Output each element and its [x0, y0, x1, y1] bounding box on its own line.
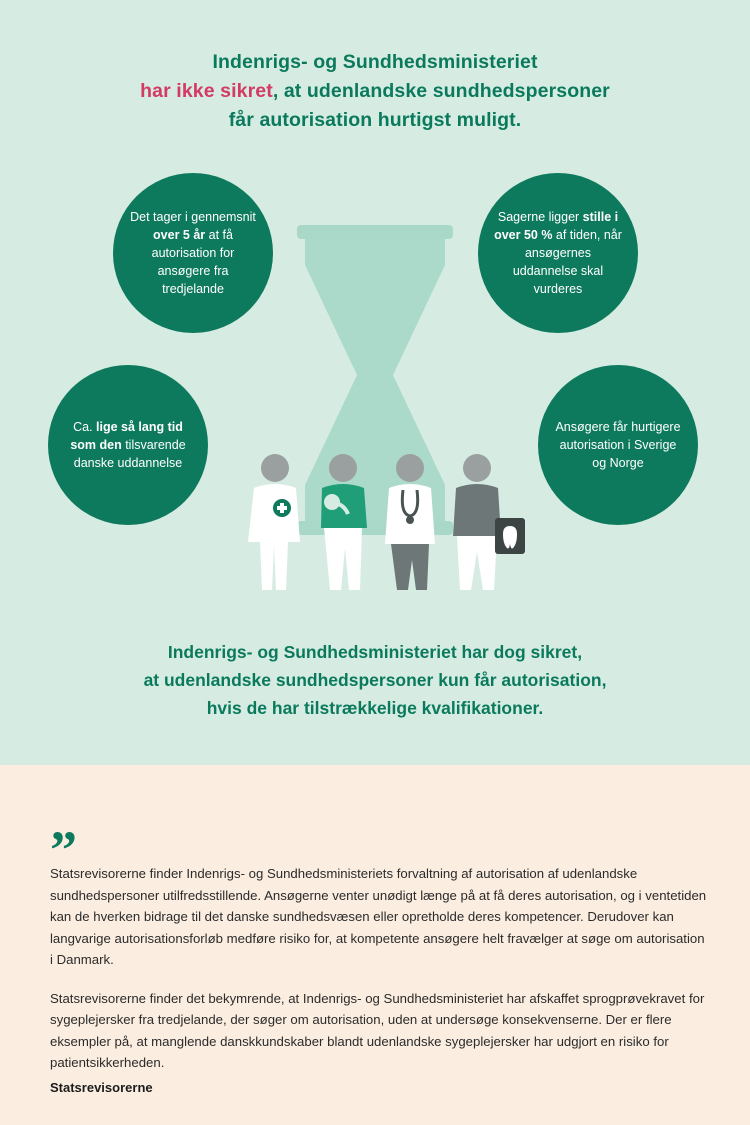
bubble-bottom-left-text: Ca. lige så lang tid som den tilsvarende danske uddannelse — [70, 420, 186, 470]
headline-line-1: Indenrigs- og Sundhedsministeriet — [212, 51, 538, 73]
bubble-bottom-left — [48, 365, 208, 525]
subheadline-line-1: Indenrigs- og Sundhedsministeriet har dog sikret, — [167, 642, 583, 662]
bubble-bottom-right-text: Ansøgere får hurtigere autorisation i Sverige og Norge — [555, 420, 681, 470]
quote-body — [50, 863, 710, 1091]
quote-mark-icon: ” — [50, 820, 77, 880]
page-title — [0, 48, 750, 135]
figure-doctor — [385, 454, 435, 590]
figure-dentist — [453, 454, 525, 590]
headline-line-2: har ikke sikret, at udenlandske sundhedspersoner — [140, 80, 610, 102]
headline-line-3: får autorisation hurtigst muligt. — [228, 109, 522, 131]
subheadline-line-2: at udenlandske sundhedspersoner kun får autorisation, — [143, 670, 607, 690]
bubble-top-right-text: Sagerne ligger stille i over 50 % af tiden, når ansøgernes uddannelse skal vurderes — [494, 210, 622, 296]
subheadline-line-3: hvis de har tilstrækkelige kvalifikationer. — [206, 698, 544, 718]
healthcare-figures-illustration — [240, 450, 540, 620]
quote-signature: Statsrevisorerne — [50, 1080, 153, 1095]
bubble-top-left-text: Det tager i gennemsnit over 5 år at få autorisation for ansøgere fra tredjelande — [130, 210, 256, 296]
bubble-bottom-right — [538, 365, 698, 525]
figure-paramedic — [321, 454, 367, 590]
quote-panel — [0, 765, 750, 1125]
quote-paragraph-1: Statsrevisorerne finder Indenrigs- og Sundhedsministeriets forvaltning af autorisation af udenlandske sundhedspersoner utilfredsstillende. Ansøgerne venter unødigt længe på at få deres autorisation, og i ventetiden kan de hverken bidrage til det danske sundhedsvæsen eller opretholde deres kompetencer. Derudover kan langvarige autorisationsforløb medføre risiko for, at kompetente ansøgere helt fravælger at søge om autorisation i Danmark. — [50, 866, 707, 967]
subheadline — [0, 638, 750, 722]
bubble-top-right — [478, 173, 638, 333]
quote-paragraph-2: Statsrevisorerne finder det bekymrende, at Indenrigs- og Sundhedsministeriet har afskaffet sprogprøvekravet for sygeplejersker fra tredjelande, der søger om autorisation, uden at undersøge konsekvenserne. Der er flere eksempler på, at manglende danskkundskaber blandt udenlandske sygeplejersker har udgjort en risiko for patientsikkerheden. — [50, 990, 705, 1070]
bubble-top-left — [113, 173, 273, 333]
figure-nurse — [248, 454, 300, 590]
